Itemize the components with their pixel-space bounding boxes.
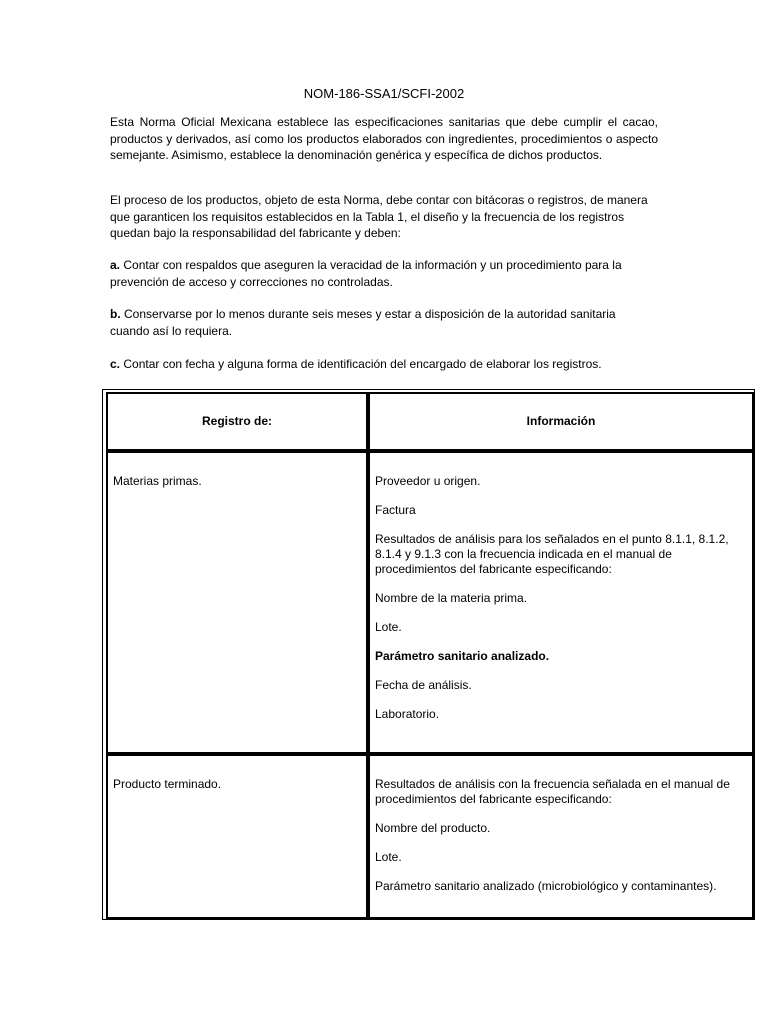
row-1-info-list bbox=[375, 474, 746, 736]
process-paragraph: El proceso de los productos, objeto de esta Norma, debe contar con bitácoras o registros, de manera que garanticen los requisitos establecidos en la Tabla 1, el diseño y la frecuencia de los registros quedan bajo la responsabilidad del fabricante y deben: bbox=[110, 193, 648, 240]
info-line: Lote. bbox=[375, 620, 402, 634]
info-line: Resultados de análisis para los señalados en el punto 8.1.1, 8.1.2, 8.1.4 y 9.1.3 con la frecuencia indicada en el manual de procedimientos del fabricante especificando: bbox=[375, 532, 729, 576]
table-row-2-informacion bbox=[368, 754, 754, 919]
registros-table bbox=[102, 389, 755, 920]
info-line: Resultados de análisis con la frecuencia señalada en el manual de procedimientos del fabricante especificando: bbox=[375, 777, 730, 806]
intro-paragraph: Esta Norma Oficial Mexicana establece las especificaciones sanitarias que debe cumplir el cacao, productos y derivados, así como los productos elaborados con ingredientes, procedimientos o aspecto semejante. Asimismo, establece la denominación genérica y específica de dichos productos. bbox=[110, 115, 658, 162]
info-line: Fecha de análisis. bbox=[375, 678, 472, 692]
header-registro: Registro de: bbox=[106, 392, 368, 451]
table-row-1-informacion bbox=[368, 451, 754, 754]
info-line-bold: Parámetro sanitario analizado. bbox=[375, 649, 550, 663]
document-title: NOM-186-SSA1/SCFI-2002 bbox=[303, 86, 465, 101]
item-c bbox=[110, 356, 658, 373]
item-c-text: Contar con fecha y alguna forma de identificación del encargado de elaborar los registros. bbox=[120, 357, 602, 371]
info-line: Parámetro sanitario analizado (microbiológico y contaminantes). bbox=[375, 879, 717, 893]
info-line: Nombre de la materia prima. bbox=[375, 591, 528, 605]
info-line: Laboratorio. bbox=[375, 707, 440, 721]
row-1-registro-text: Materias primas. bbox=[113, 474, 202, 488]
table-row-1-registro bbox=[106, 451, 368, 754]
info-line: Proveedor u origen. bbox=[375, 474, 481, 488]
table-row-2-registro bbox=[106, 754, 368, 919]
header-informacion: Información bbox=[368, 392, 754, 451]
item-b-label: b. bbox=[110, 307, 121, 321]
item-a-label: a. bbox=[110, 258, 121, 272]
item-a bbox=[110, 257, 658, 290]
row-2-registro-text: Producto terminado. bbox=[113, 777, 222, 791]
info-line: Factura bbox=[375, 503, 416, 517]
item-b bbox=[110, 306, 658, 339]
item-c-label: c. bbox=[110, 357, 121, 371]
info-line: Lote. bbox=[375, 850, 402, 864]
item-a-text: Contar con respaldos que aseguren la veracidad de la información y un procedimiento para la prevención de acceso y correcciones no controladas. bbox=[110, 258, 622, 289]
row-2-info-list bbox=[375, 777, 746, 908]
item-b-text: Conservarse por lo menos durante seis meses y estar a disposición de la autoridad sanitaria cuando así lo requiera. bbox=[110, 307, 616, 338]
info-line: Nombre del producto. bbox=[375, 821, 491, 835]
